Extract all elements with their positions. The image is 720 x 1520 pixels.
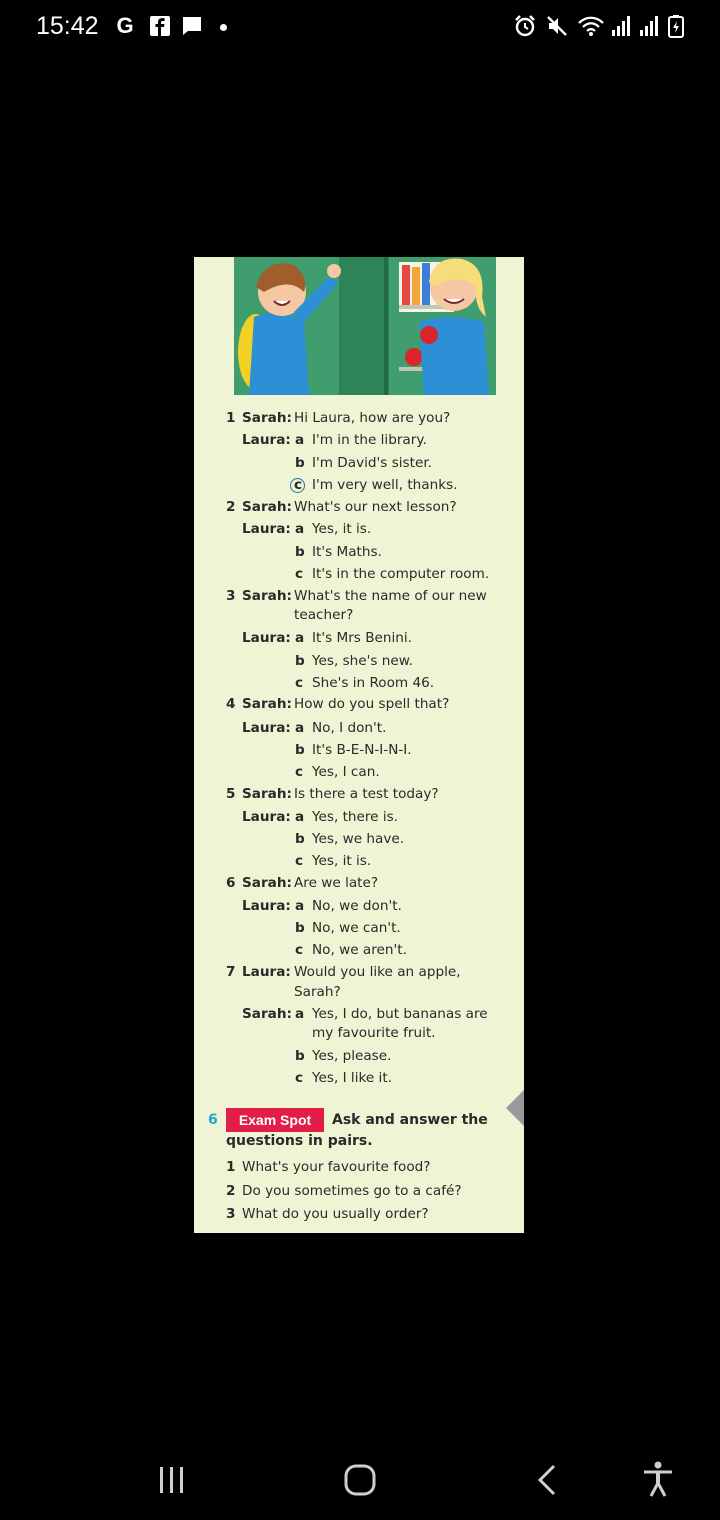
question-number: 2 [226, 499, 236, 515]
option-text: Yes, I like it. [312, 1070, 392, 1086]
option-text: She's in Room 46. [312, 675, 435, 691]
option-letter: c [295, 1070, 304, 1086]
question-speaker: Sarah: [242, 410, 292, 426]
option-text: Yes, we have. [312, 831, 405, 847]
notification-dot [220, 24, 227, 31]
option-letter: b [295, 544, 305, 560]
option-letter: b [295, 742, 305, 758]
answer-speaker: Laura: [242, 898, 291, 914]
option-letter: a [295, 432, 305, 448]
answer-speaker: Laura: [242, 809, 291, 825]
question-text-line2: teacher? [294, 607, 354, 623]
option-text: I'm David's sister. [312, 455, 432, 471]
option-text: It's Maths. [312, 544, 382, 560]
question-speaker: Sarah: [242, 875, 292, 891]
option-letter: a [295, 898, 305, 914]
status-time: 15:42 [36, 12, 99, 40]
question-speaker: Sarah: [242, 588, 292, 604]
wifi-icon [577, 14, 605, 38]
question-speaker: Sarah: [242, 786, 292, 802]
battery-icon [667, 14, 685, 38]
option-text: No, we can't. [312, 920, 401, 936]
option-text: Yes, I can. [312, 764, 380, 780]
option-text: Yes, there is. [312, 809, 399, 825]
option-text-line2: my favourite fruit. [312, 1025, 436, 1041]
option-text: Yes, please. [312, 1048, 392, 1064]
question-text: Is there a test today? [294, 786, 439, 802]
option-text: Yes, it is. [312, 853, 372, 869]
exam-spot-badge: Exam Spot [226, 1108, 324, 1132]
exam-instruction-line2: questions in pairs. [226, 1133, 373, 1149]
question-text-line2: Sarah? [294, 984, 341, 1000]
signal-icon-2 [637, 14, 661, 38]
option-text: It's in the computer room. [312, 566, 490, 582]
question-speaker: Laura: [242, 964, 291, 980]
question-number: 5 [226, 786, 236, 802]
option-text: No, we don't. [312, 898, 402, 914]
option-letter: b [295, 455, 305, 471]
option-text: No, we aren't. [312, 942, 407, 958]
answer-speaker: Laura: [242, 630, 291, 646]
option-text: Yes, it is. [312, 521, 372, 537]
signal-icon [609, 14, 633, 38]
option-text: I'm in the library. [312, 432, 427, 448]
exam-instruction: Ask and answer the [332, 1112, 488, 1128]
option-letter: b [295, 920, 305, 936]
answer-speaker: Laura: [242, 521, 291, 537]
message-icon [180, 14, 204, 38]
option-text: It's B-E-N-I-N-I. [312, 742, 412, 758]
option-letter: a [295, 630, 305, 646]
option-text: Yes, she's new. [312, 653, 413, 669]
question-text: What's our next lesson? [294, 499, 457, 515]
answer-speaker: Sarah: [242, 1006, 292, 1022]
alarm-icon [513, 14, 537, 38]
back-icon[interactable] [526, 1458, 570, 1502]
exam-question-number: 1 [226, 1159, 236, 1175]
mute-icon [545, 14, 569, 38]
question-text: How do you spell that? [294, 696, 450, 712]
accessibility-icon[interactable] [636, 1458, 680, 1502]
page-turn-arrow-icon[interactable] [506, 1090, 524, 1126]
question-speaker: Sarah: [242, 696, 292, 712]
option-letter: c [295, 942, 304, 958]
question-number: 4 [226, 696, 236, 712]
question-number: 6 [226, 875, 236, 891]
option-letter: c [295, 764, 304, 780]
option-text: It's Mrs Benini. [312, 630, 412, 646]
classroom-illustration [234, 257, 496, 395]
question-text: Hi Laura, how are you? [294, 410, 451, 426]
home-icon[interactable] [338, 1458, 382, 1502]
navigation-bar [0, 1440, 720, 1520]
question-speaker: Sarah: [242, 499, 292, 515]
question-number: 3 [226, 588, 236, 604]
option-letter: a [295, 809, 305, 825]
answer-speaker: Laura: [242, 432, 291, 448]
option-letter: a [295, 521, 305, 537]
option-text: Yes, I do, but bananas are [312, 1006, 488, 1022]
question-text: What's the name of our new [294, 588, 487, 604]
status-bar [0, 0, 720, 56]
question-text: Are we late? [294, 875, 379, 891]
option-text: I'm very well, thanks. [312, 477, 458, 493]
option-letter: a [295, 1006, 305, 1022]
facebook-icon [148, 14, 172, 38]
book-page [194, 257, 524, 1233]
option-letter: a [295, 720, 305, 736]
option-letter: b [295, 1048, 305, 1064]
exam-question-text: What's your favourite food? [242, 1159, 431, 1175]
option-letter: c [295, 566, 304, 582]
exam-question-text: Do you sometimes go to a café? [242, 1183, 462, 1199]
question-number: 1 [226, 410, 236, 426]
option-letter: c [295, 853, 304, 869]
option-letter: b [295, 653, 305, 669]
option-letter: c [294, 477, 303, 493]
option-text: No, I don't. [312, 720, 387, 736]
answer-speaker: Laura: [242, 720, 291, 736]
exam-question-number: 3 [226, 1206, 236, 1222]
question-number: 7 [226, 964, 236, 980]
question-text: Would you like an apple, [294, 964, 461, 980]
exercise-number: 6 [208, 1112, 218, 1128]
option-letter: c [295, 675, 304, 691]
exam-question-number: 2 [226, 1183, 236, 1199]
exam-question-text: What do you usually order? [242, 1206, 429, 1222]
option-letter: b [295, 831, 305, 847]
google-icon: G [116, 13, 134, 38]
recent-apps-icon[interactable] [150, 1458, 194, 1502]
